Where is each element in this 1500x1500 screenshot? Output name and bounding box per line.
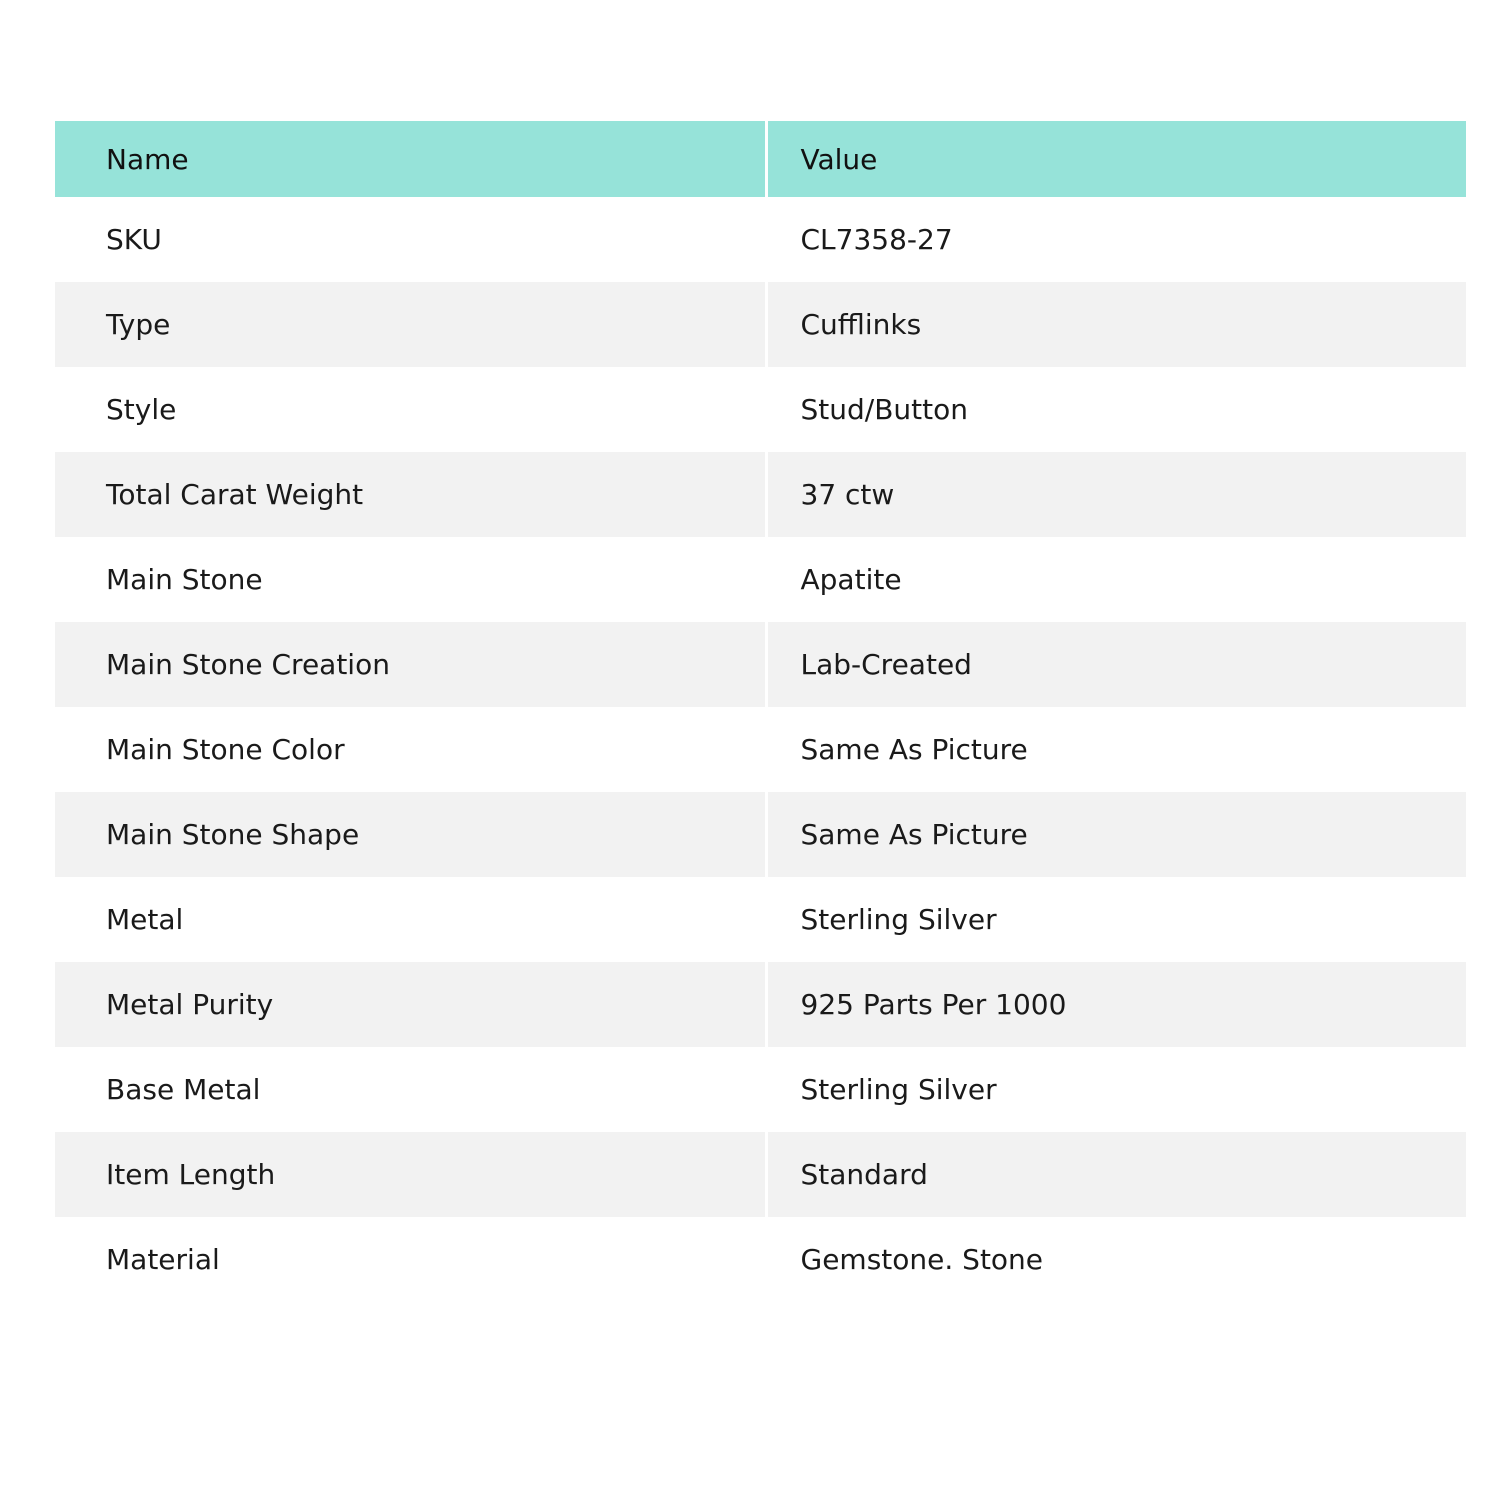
column-header-value: Value [766,121,1466,197]
row-value-cell: Gemstone. Stone [766,1217,1466,1302]
table-row [55,792,1466,877]
row-value-cell: Apatite [766,537,1466,622]
table-row [55,282,1466,367]
table-row [55,452,1466,537]
row-name-cell: Material [55,1217,766,1302]
table-row [55,1132,1466,1217]
row-value-cell: 37 ctw [766,452,1466,537]
table-row [55,707,1466,792]
table-row [55,962,1466,1047]
table-row [55,1047,1466,1132]
row-name-cell: Base Metal [55,1047,766,1132]
row-value-cell: Cufflinks [766,282,1466,367]
row-name-cell: Style [55,367,766,452]
row-name-cell: Main Stone Shape [55,792,766,877]
row-value-cell: Same As Picture [766,707,1466,792]
row-value-cell: Same As Picture [766,792,1466,877]
row-name-cell: Metal Purity [55,962,766,1047]
row-name-cell: Main Stone Creation [55,622,766,707]
column-header-name: Name [55,121,766,197]
row-name-cell: Metal [55,877,766,962]
row-value-cell: CL7358-27 [766,197,1466,282]
table-body [55,197,1466,1302]
row-value-cell: Standard [766,1132,1466,1217]
row-name-cell: Item Length [55,1132,766,1217]
row-value-cell: Sterling Silver [766,877,1466,962]
table-header [55,121,1466,197]
row-name-cell: Main Stone [55,537,766,622]
table-row [55,877,1466,962]
table-row [55,367,1466,452]
row-name-cell: Type [55,282,766,367]
table-row [55,1217,1466,1302]
row-value-cell: Stud/Button [766,367,1466,452]
table-row [55,197,1466,282]
row-name-cell: SKU [55,197,766,282]
header-row [55,121,1466,197]
table-row [55,622,1466,707]
row-name-cell: Main Stone Color [55,707,766,792]
spec-table [55,121,1466,1302]
table-row [55,537,1466,622]
row-name-cell: Total Carat Weight [55,452,766,537]
row-value-cell: Sterling Silver [766,1047,1466,1132]
row-value-cell: 925 Parts Per 1000 [766,962,1466,1047]
row-value-cell: Lab-Created [766,622,1466,707]
